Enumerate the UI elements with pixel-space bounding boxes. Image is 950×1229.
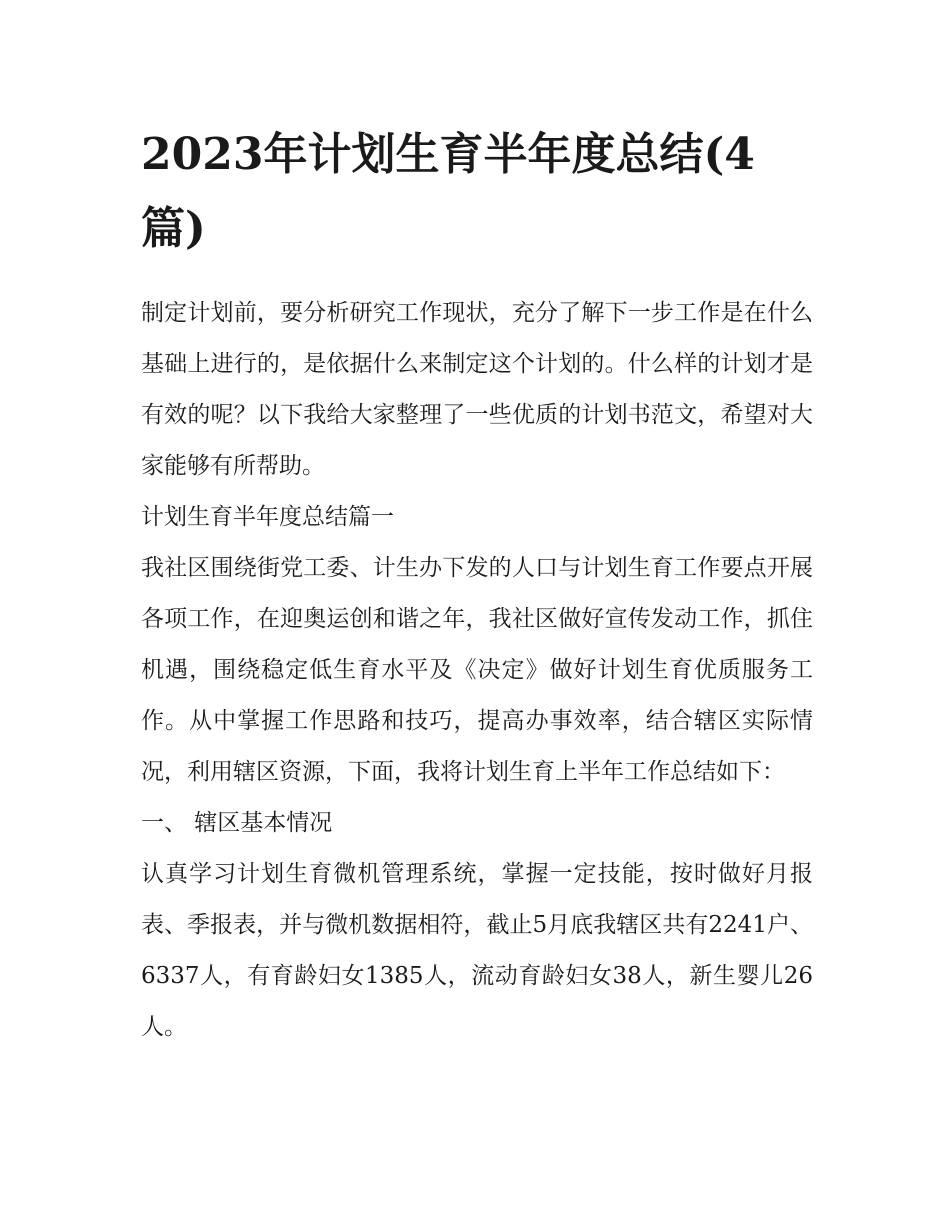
body-paragraph-2: 认真学习计划生育微机管理系统，掌握一定技能，按时做好月报表、季报表，并与微机数据相符，截止5月底我辖区共有2241户、6337人，有育龄妇女1385人，流动育龄妇女38人，新生婴儿26人。	[141, 861, 813, 1040]
section-title: 计划生育半年度总结篇一	[141, 504, 394, 530]
body-paragraph-1: 我社区围绕街党工委、计生办下发的人口与计划生育工作要点开展各项工作，在迎奥运创和谐之年，我社区做好宣传发动工作，抓住机遇，围绕稳定低生育水平及《决定》做好计划生育优质服务工作。从中掌握工作思路和技巧，提高办事效率，结合辖区实际情况，利用辖区资源，下面，我将计划生育上半年工作总结如下：	[141, 555, 813, 785]
document-title: 2023年计划生育半年度总结(4篇)	[141, 129, 755, 254]
intro-paragraph: 制定计划前，要分析研究工作现状，充分了解下一步工作是在什么基础上进行的，是依据什么来制定这个计划的。什么样的计划才是有效的呢？以下我给大家整理了一些优质的计划书范文，希望对大家能够有所帮助。	[141, 300, 813, 479]
document-page	[141, 118, 813, 1053]
subheading-1: 一、 辖区基本情况	[141, 810, 333, 836]
